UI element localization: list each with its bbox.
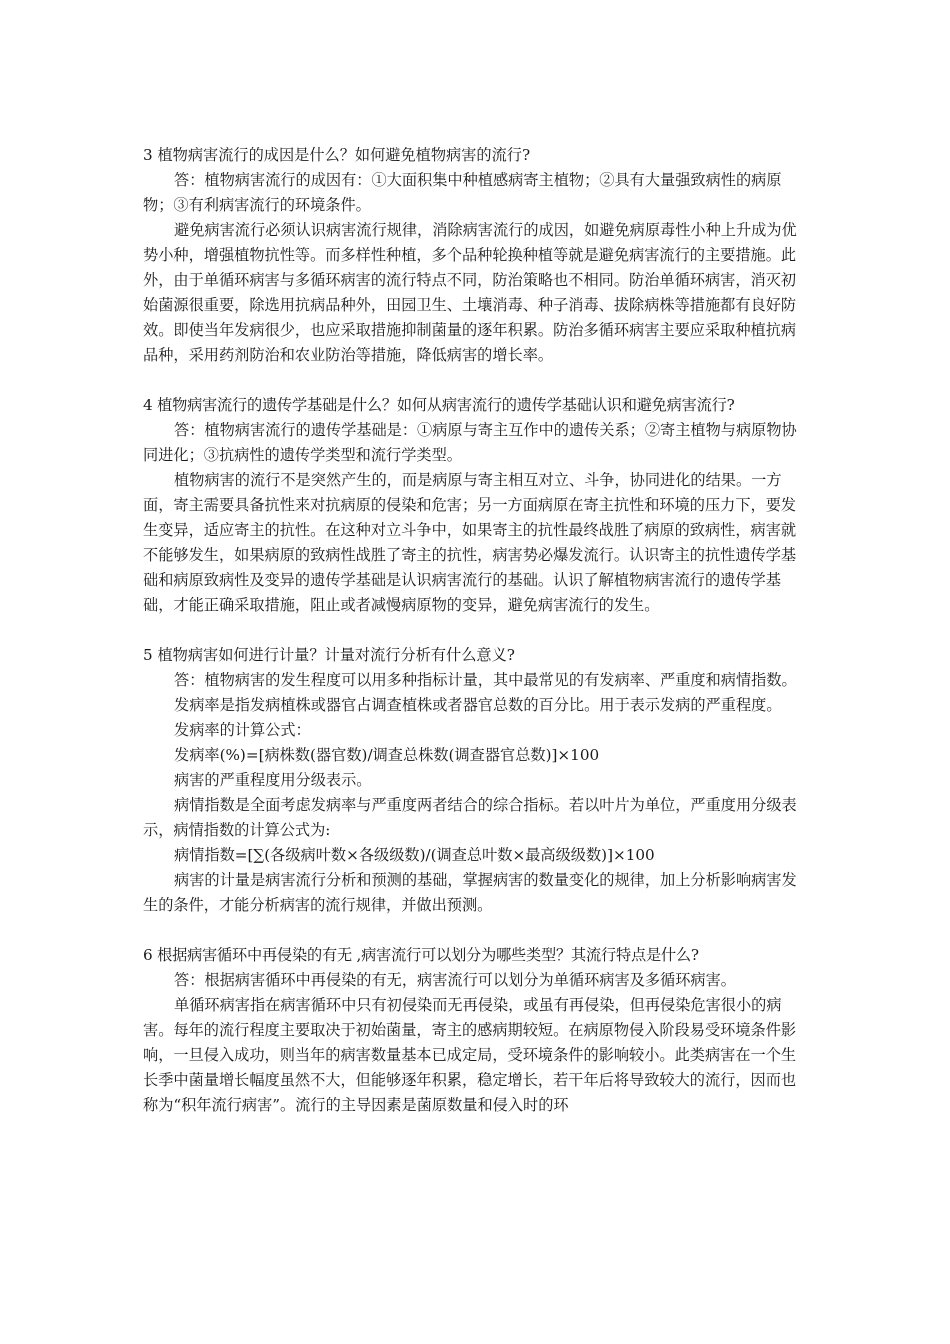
body-paragraph: 病害的计量是病害流行分析和预测的基础，掌握病害的数量变化的规律，加上分析影响病害发生的条件，才能分析病害的流行规律，并做出预测。 — [143, 871, 797, 914]
section-q5 — [143, 643, 808, 918]
answer-paragraph: 答：植物病害的发生程度可以用多种指标计量，其中最常见的有发病率、严重度和病情指数。 — [174, 671, 797, 689]
body-paragraph: 单循环病害指在病害循环中只有初侵染而无再侵染，或虽有再侵染，但再侵染危害很小的病害。每年的流行程度主要取决于初始菌量，寄主的感病期较短。在病原物侵入阶段易受环境条件影响，一旦侵入成功，则当年的病害数量基本已成定局，受环境条件的影响较小。此类病害在一个生长季中菌量增长幅度虽然不大，但能够逐年积累，稳定增长，若干年后将导致较大的流行，因而也称为“积年流行病害”。流行的主导因素是菌原数量和侵入时的环 — [143, 996, 797, 1114]
question-heading: 6 根据病害循环中再侵染的有无 ,病害流行可以划分为哪些类型？其流行特点是什么? — [143, 946, 699, 964]
section-q4 — [143, 393, 808, 618]
question-heading: 3 植物病害流行的成因是什么？如何避免植物病害的流行? — [143, 146, 531, 164]
body-paragraph: 病情指数是全面考虑发病率与严重度两者结合的综合指标。若以叶片为单位，严重度用分级表示，病情指数的计算公式为: — [143, 796, 797, 839]
body-paragraph: 病害的严重程度用分级表示。 — [174, 771, 372, 789]
answer-paragraph: 答：植物病害流行的遗传学基础是：①病原与寄主互作中的遗传关系；②寄主植物与病原物协同进化；③抗病性的遗传学类型和流行学类型。 — [143, 421, 797, 464]
body-paragraph: 发病率是指发病植株或器官占调查植株或者器官总数的百分比。用于表示发病的严重程度。 — [174, 696, 782, 714]
disease-index-formula: 病情指数=[∑(各级病叶数×各级级数)/(调查总叶数×最高级级数)]×100 — [174, 846, 655, 864]
answer-paragraph: 答：根据病害循环中再侵染的有无，病害流行可以划分为单循环病害及多循环病害。 — [174, 971, 736, 989]
section-q3 — [143, 143, 808, 368]
body-paragraph: 植物病害的流行不是突然产生的，而是病原与寄主相互对立、斗争，协同进化的结果。一方面，寄主需要具备抗性来对抗病原的侵染和危害；另一方面病原在寄主抗性和环境的压力下，要发生变异，适应寄主的抗性。在这种对立斗争中，如果寄主的抗性最终战胜了病原的致病性，病害就不能够发生，如果病原的致病性战胜了寄主的抗性，病害势必爆发流行。认识寄主的抗性遗传学基础和病原致病性及变异的遗传学基础是认识病害流行的基础。认识了解植物病害流行的遗传学基础，才能正确采取措施，阻止或者减慢病原物的变异，避免病害流行的发生。 — [143, 471, 797, 614]
question-heading: 4 植物病害流行的遗传学基础是什么？如何从病害流行的遗传学基础认识和避免病害流行? — [143, 396, 735, 414]
incidence-formula: 发病率(%)=[病株数(器官数)/调查总株数(调查器官总数)]×100 — [174, 746, 600, 764]
formula-intro: 发病率的计算公式： — [174, 721, 311, 739]
answer-paragraph: 答：植物病害流行的成因有：①大面积集中种植感病寄主植物；②具有大量强致病性的病原物；③有利病害流行的环境条件。 — [143, 171, 782, 214]
document-page — [143, 143, 808, 1143]
body-paragraph: 避免病害流行必须认识病害流行规律，消除病害流行的成因，如避免病原毒性小种上升成为优势小种，增强植物抗性等。而多样性种植，多个品种轮换种植等就是避免病害流行的主要措施。此外，由于单循环病害与多循环病害的流行特点不同，防治策略也不相同。防治单循环病害，消灭初始菌源很重要，除选用抗病品种外，田园卫生、土壤消毒、种子消毒、拔除病株等措施都有良好防效。即使当年发病很少，也应采取措施抑制菌量的逐年积累。防治多循环病害主要应采取种植抗病品种，采用药剂防治和农业防治等措施，降低病害的增长率。 — [143, 221, 797, 364]
question-heading: 5 植物病害如何进行计量？计量对流行分析有什么意义? — [143, 646, 515, 664]
section-q6 — [143, 943, 808, 1118]
